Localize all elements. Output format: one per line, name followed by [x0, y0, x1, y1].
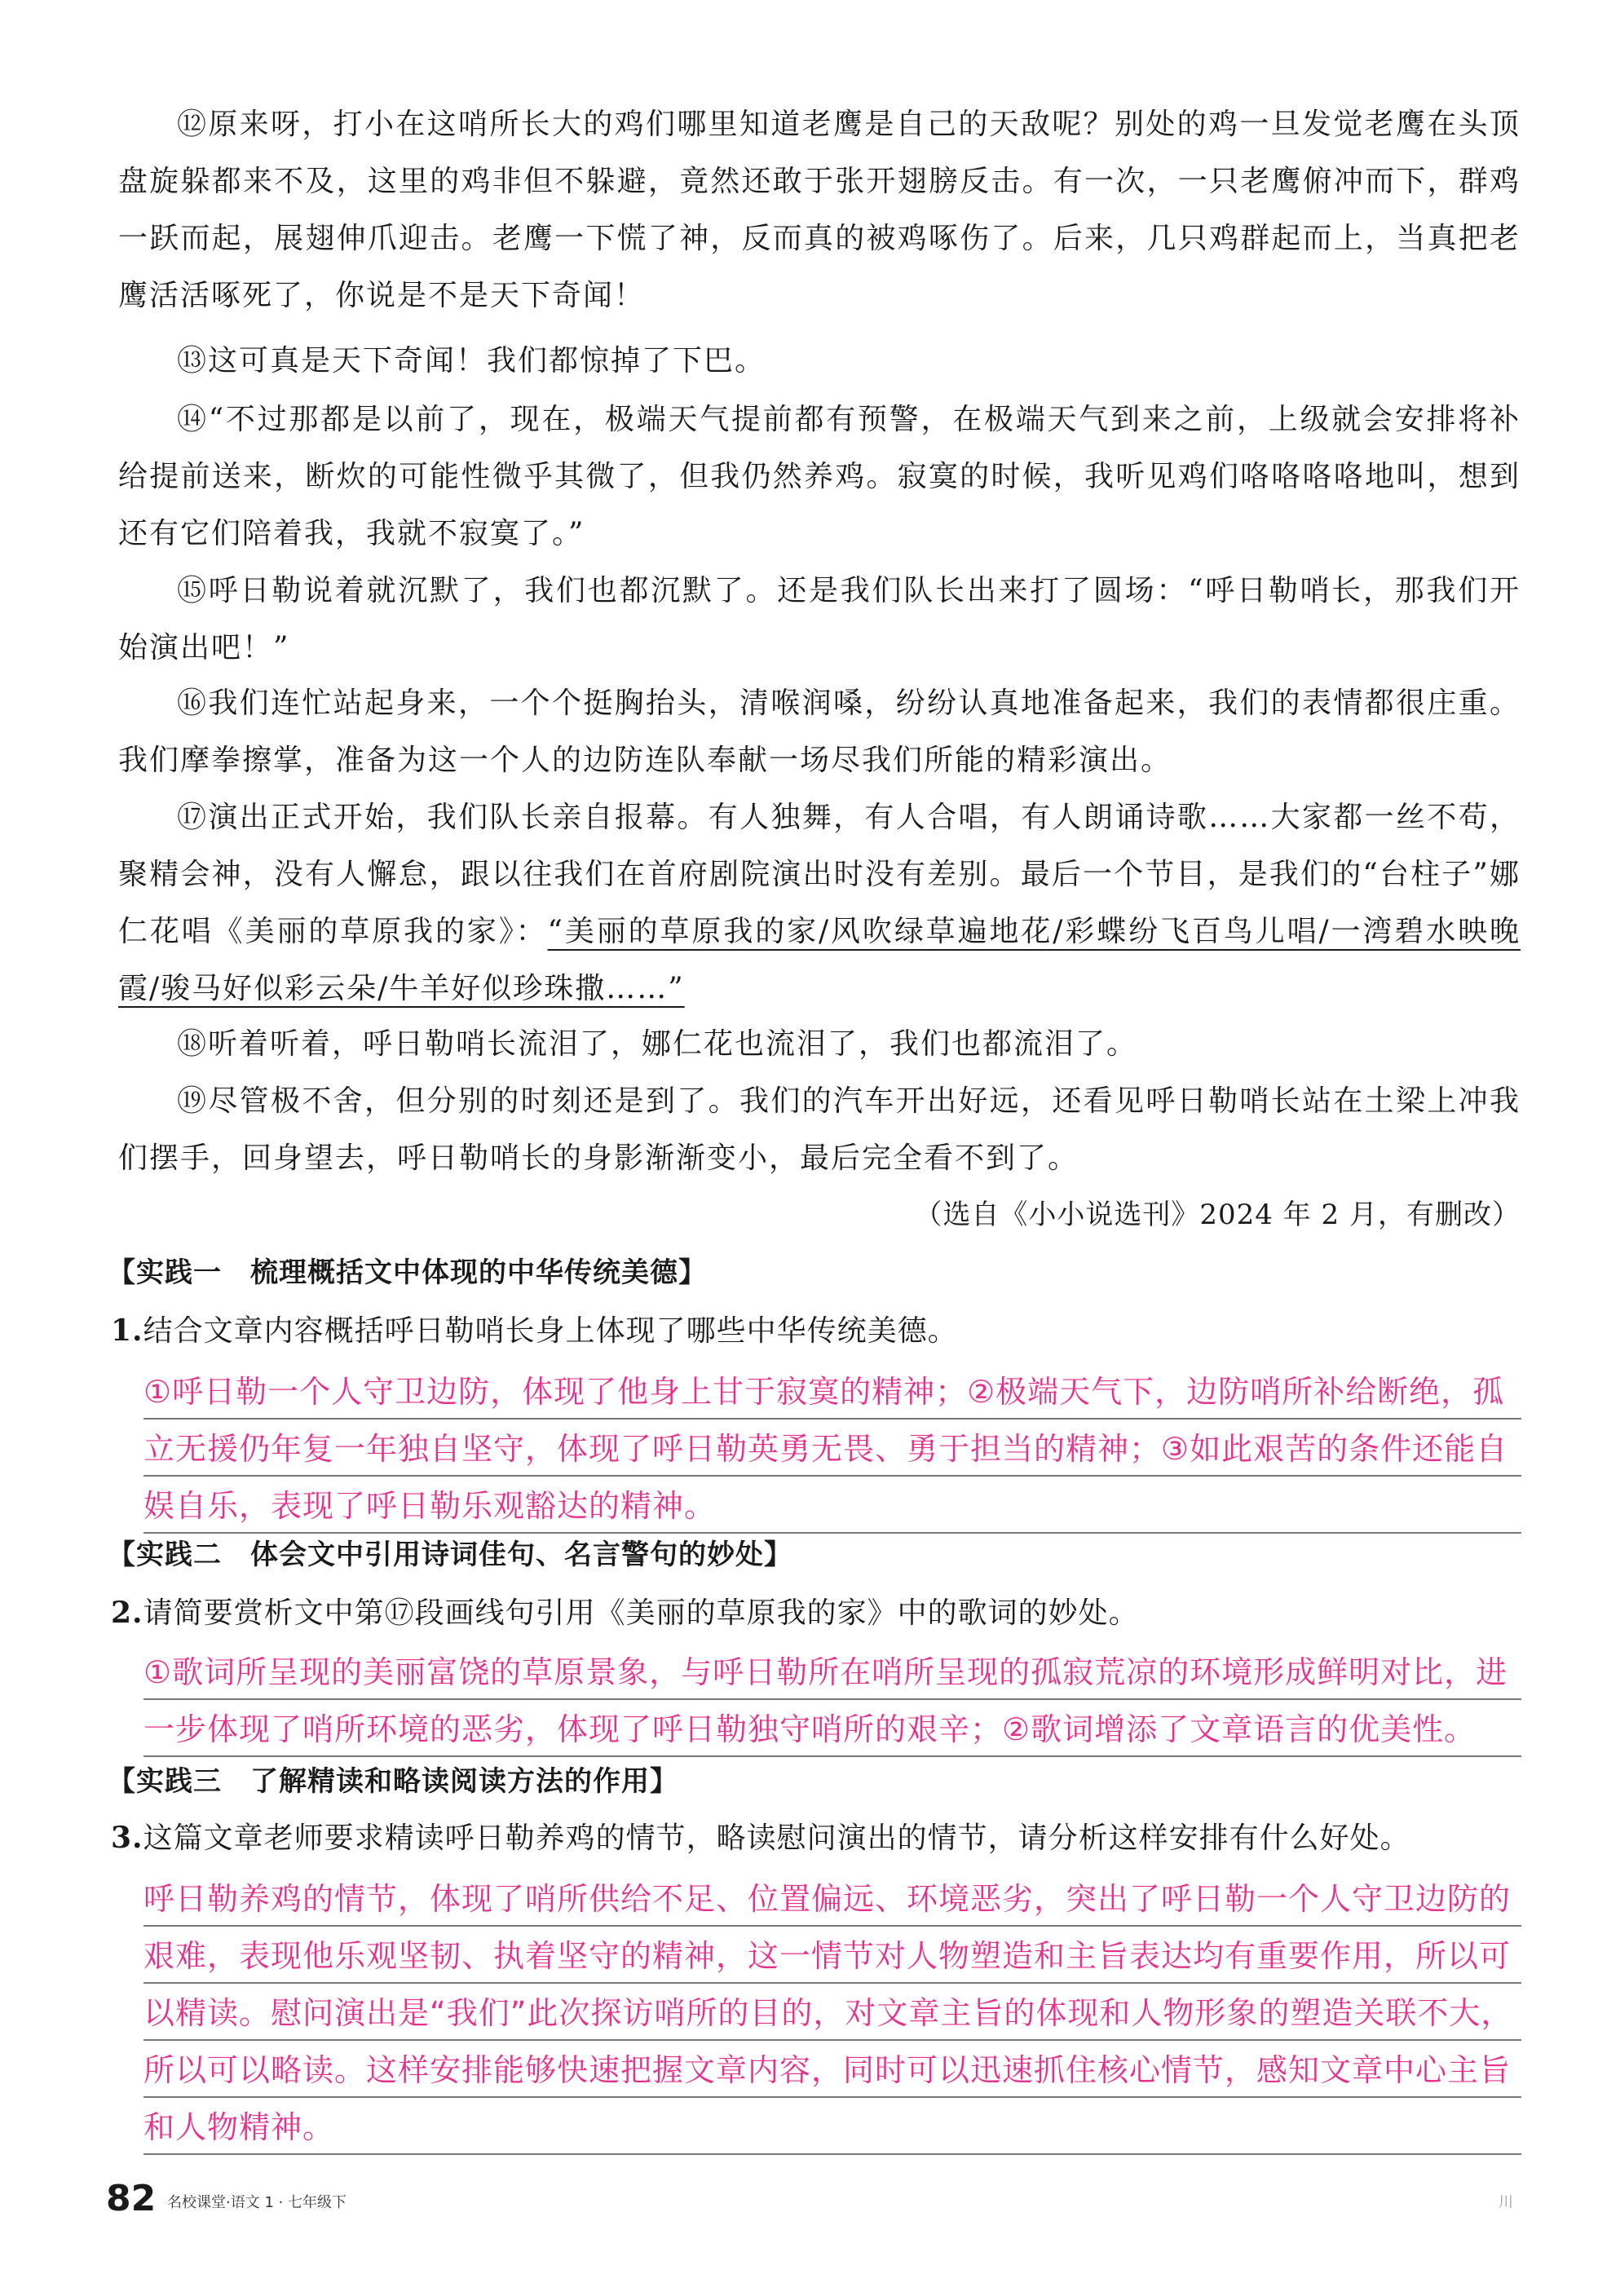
paragraph-17 [118, 789, 1521, 1018]
answer-1: ①呼日勒一个人守卫边防，体现了他身上甘于寂寞的精神；②极端天气下，边防哨所补给断绝，孤立无援仍年复一年独自坚守，体现了呼日勒英勇无畏、勇于担当的精神；③如此艰苦的条件还能自娱自乐，表现了呼日勒乐观豁达的精神。 [143, 1363, 1521, 1534]
paragraph-12: ⑫原来呀，打小在这哨所长大的鸡们哪里知道老鹰是自己的天敌呢？别处的鸡一旦发觉老鹰在头顶盘旋躲都来不及，这里的鸡非但不躲避，竟然还敢于张开翅膀反击。有一次，一只老鹰俯冲而下，群鸡一跃而起，展翅伸爪迎击。老鹰一下慌了神，反而真的被鸡啄伤了。后来，几只鸡群起而上，当真把老鹰活活啄死了，你说是不是天下奇闻！ [118, 108, 1521, 312]
paragraph-14: ⑭“不过那都是以前了，现在，极端天气提前都有预警，在极端天气到来之前，上级就会安排将补给提前送来，断炊的可能性微乎其微了，但我仍然养鸡。寂寞的时候，我听见鸡们咯咯咯咯地叫，想到还有它们陪着我，我就不寂寞了。” [118, 403, 1521, 550]
question-3-text: 这篇文章老师要求精读呼日勒养鸡的情节，略读慰问演出的情节，请分析这样安排有什么好处。 [143, 1821, 1410, 1855]
answer-2: ①歌词所呈现的美丽富饶的草原景象，与呼日勒所在哨所呈现的孤寂荒凉的环境形成鲜明对比，进一步体现了哨所环境的恶劣，体现了呼日勒独守哨所的艰辛；②歌词增添了文章语言的优美性。 [143, 1644, 1521, 1758]
question-2 [111, 1590, 1530, 1636]
question-2-text: 请简要赏析文中第⑰段画线句引用《美丽的草原我的家》中的歌词的妙处。 [143, 1596, 1139, 1630]
section-1-heading: 【实践一 梳理概括文中体现的中华传统美德】 [108, 1256, 707, 1289]
answer-3: 呼日勒养鸡的情节，体现了哨所供给不足、位置偏远、环境恶劣，突出了呼日勒一个人守卫边防的艰难，表现他乐观坚韧、执着坚守的精神，这一情节对人物塑造和主旨表达均有重要作用，所以可以精读。慰问演出是“我们”此次探访哨所的目的，对文章主旨的体现和人物形象的塑造关联不大，所以可以略读。这样安排能够快速把握文章内容，同时可以迅速抓住核心情节，感知文章中心主旨和人物精神。 [143, 1870, 1521, 2156]
question-1-number: 1. [111, 1314, 143, 1348]
paragraph-18: ⑱听着听着，呼日勒哨长流泪了，娜仁花也流泪了，我们也都流泪了。 [177, 1027, 1138, 1061]
question-2-number: 2. [111, 1596, 143, 1630]
question-1 [111, 1308, 1530, 1354]
paragraph-16: ⑯我们连忙站起身来，一个个挺胸抬头，清喉润嗓，纷纷认真地准备起来，我们的表情都很庄重。我们摩拳擦掌，准备为这一个人的边防连队奉献一场尽我们所能的精彩演出。 [118, 687, 1521, 777]
section-2-heading: 【实践二 体会文中引用诗词佳句、名言警句的妙处】 [108, 1539, 792, 1571]
source-citation: （选自《小小说选刊》2024 年 2 月，有删改） [914, 1199, 1521, 1231]
paragraph-19: ⑲尽管极不舍，但分别的时刻还是到了。我们的汽车开出好远，还看见呼日勒哨长站在土梁上冲我们摆手，回身望去，呼日勒哨长的身影渐渐变小，最后完全看不到了。 [118, 1084, 1521, 1175]
book-title: 名校课堂·语文 1 · 七年级下 [167, 2194, 347, 2211]
underlined-lyrics: “美丽的草原我的家/风吹绿草遍地花/彩蝶纷飞百鸟儿唱/一湾碧水映晚霞/骏马好似彩云朵/牛羊好似珍珠撒……” [118, 915, 1521, 1005]
question-3 [111, 1815, 1530, 1861]
section-3-heading: 【实践三 了解精读和略读阅读方法的作用】 [108, 1765, 678, 1798]
paragraph-15: ⑮呼日勒说着就沉默了，我们也都沉默了。还是我们队长出来打了圆场：“呼日勒哨长，那我们开始演出吧！” [118, 574, 1521, 665]
page-number: 82 [106, 2178, 157, 2219]
paragraph-17-text: ⑰演出正式开始，我们队长亲自报幕。有人独舞，有人合唱，有人朗诵诗歌……大家都一丝不苟，聚精会神，没有人懈怠，跟以往我们在首府剧院演出时没有差别。最后一个节目，是我们的“台柱子”娜仁花唱《美丽的草原我的家》： [118, 801, 1521, 948]
question-1-text: 结合文章内容概括呼日勒哨长身上体现了哪些中华传统美德。 [143, 1314, 958, 1348]
question-3-number: 3. [111, 1821, 143, 1855]
region-mark: 川 [1499, 2194, 1513, 2211]
paragraph-13: ⑬这可真是天下奇闻！我们都惊掉了下巴。 [177, 344, 766, 378]
